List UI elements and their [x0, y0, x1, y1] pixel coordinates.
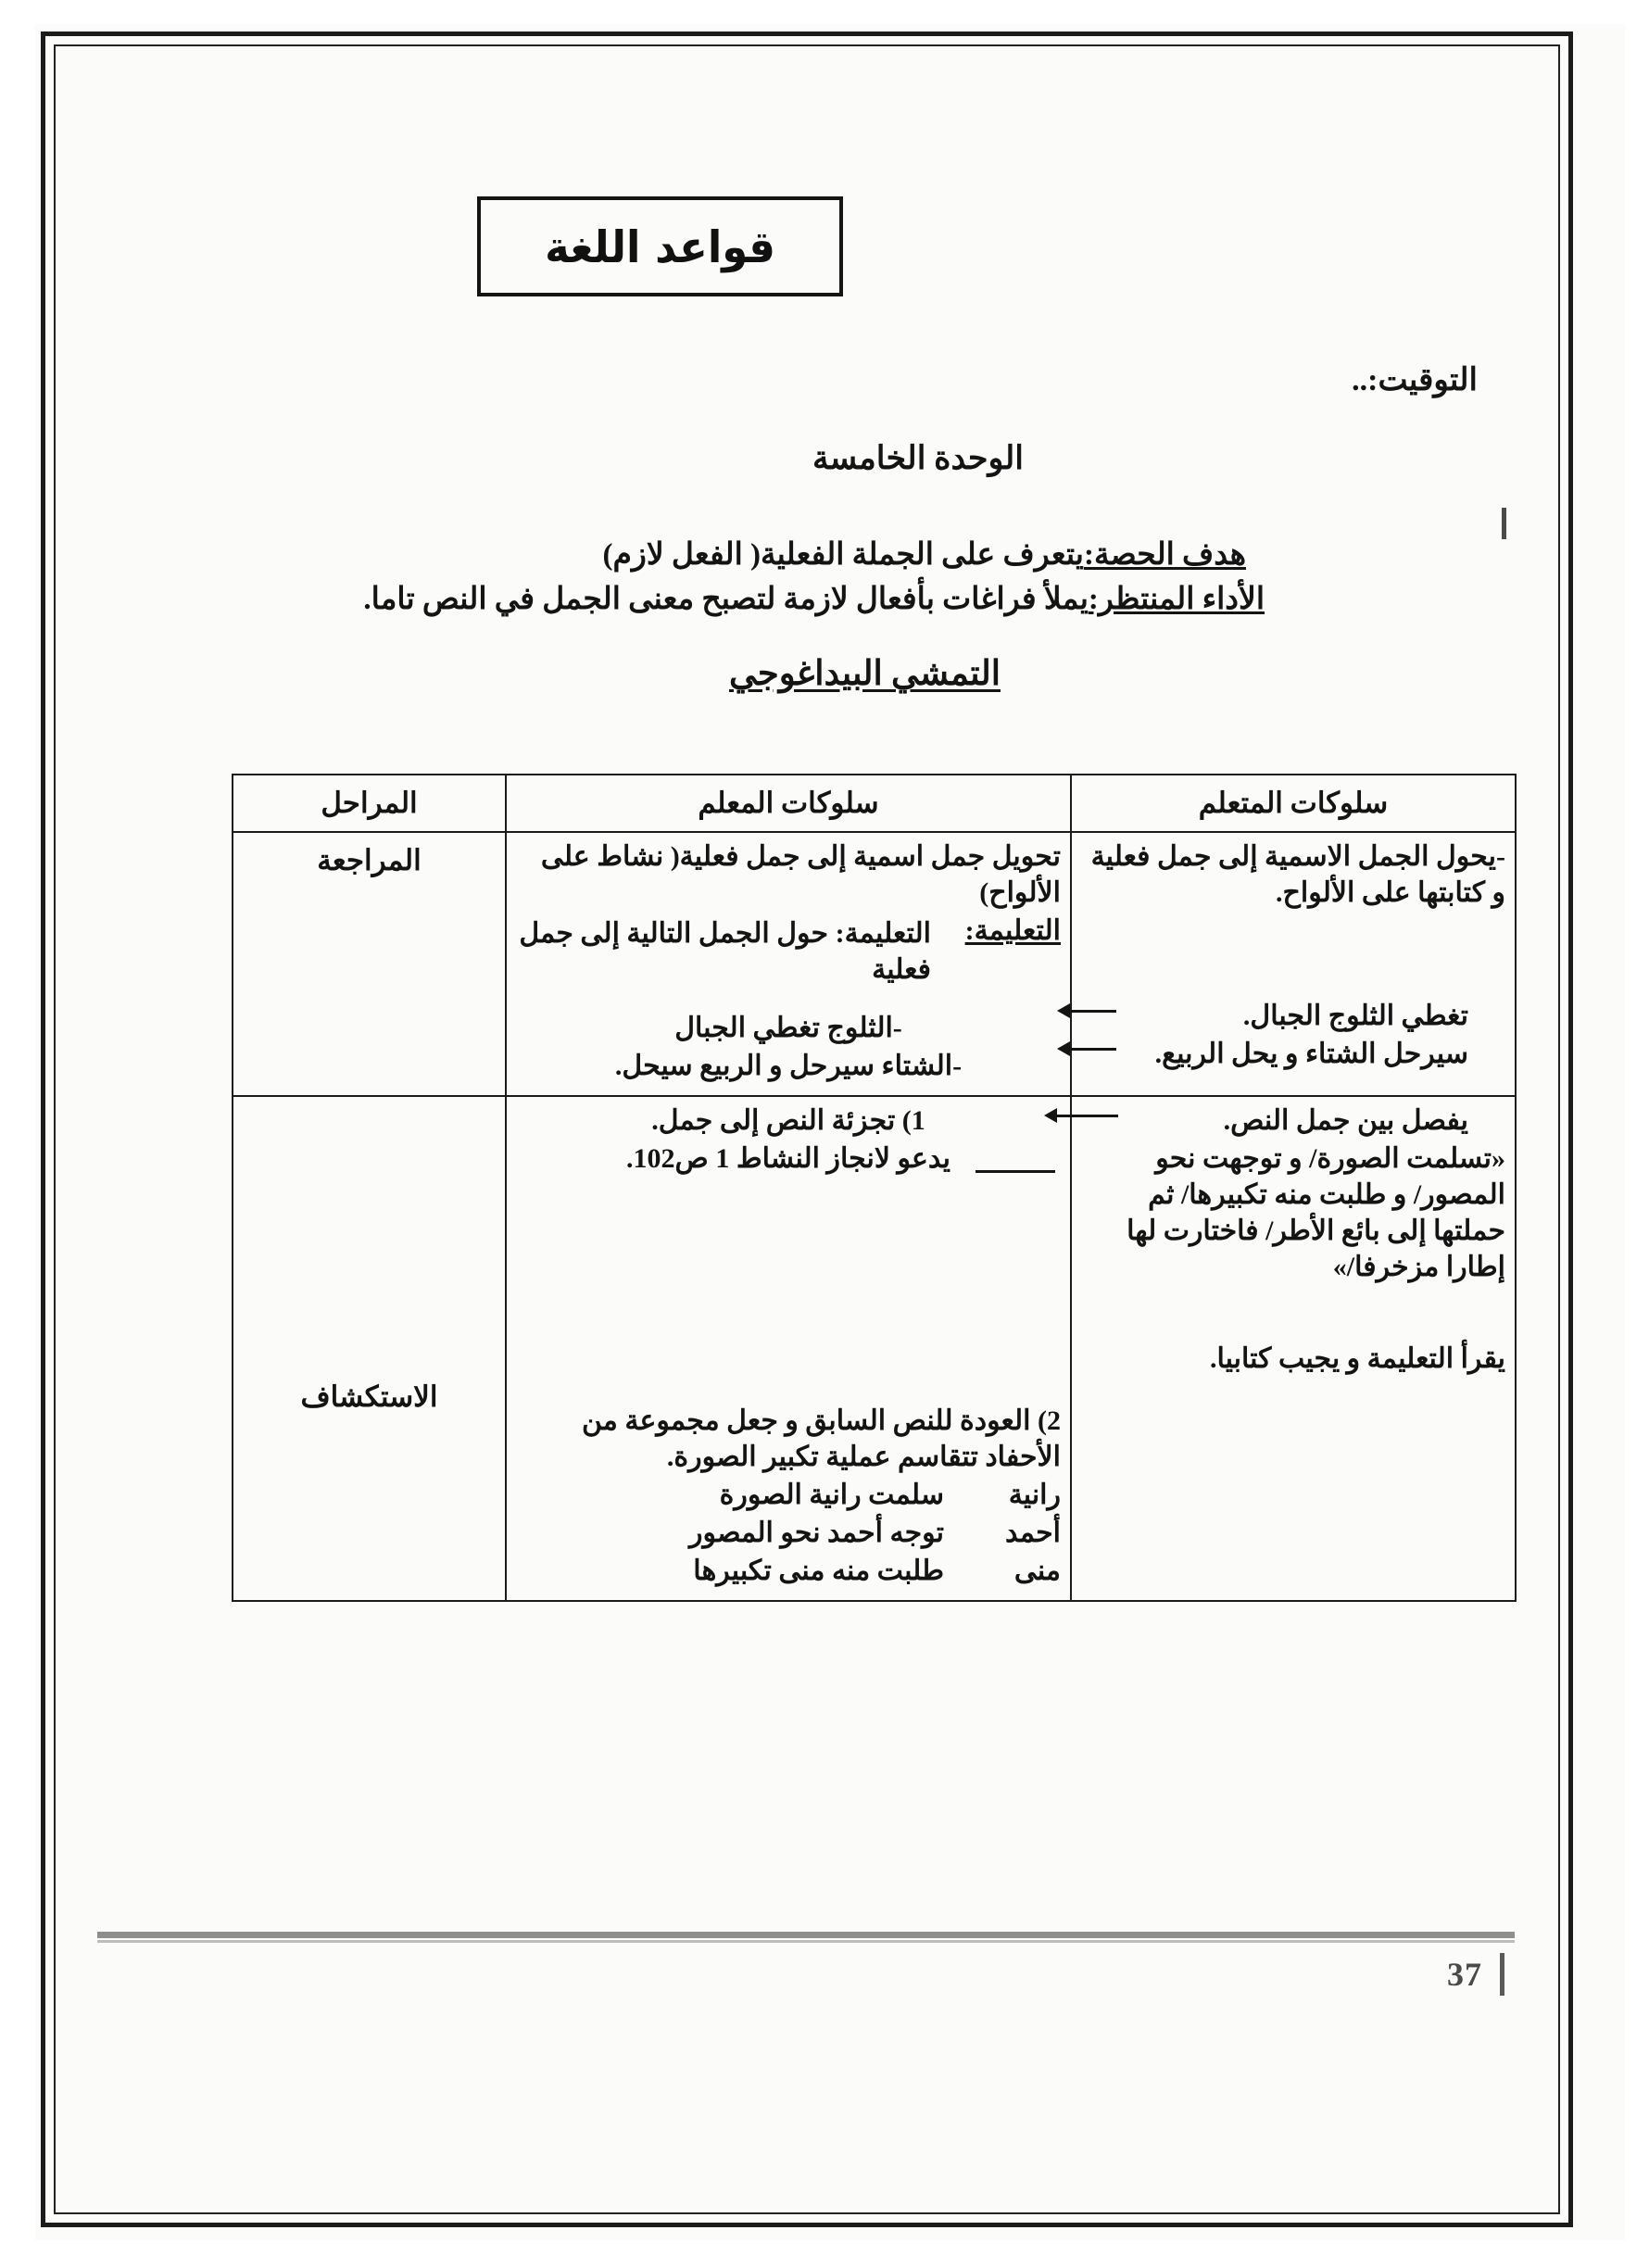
example-action-1: سلمت رانية الصورة: [719, 1480, 944, 1510]
pedagogical-approach-heading: التمشي البيداغوجي: [729, 655, 1001, 693]
learner-answer-1-row: [1081, 998, 1505, 1034]
teacher-example-row: [516, 1477, 1061, 1513]
cell-teacher-review: [506, 832, 1071, 1096]
objectives-block: [153, 536, 1265, 620]
timing-label: التوقيت:..: [1352, 363, 1478, 397]
teacher-activity-call-row: [516, 1140, 1061, 1177]
teacher-example-row: [516, 1553, 1061, 1589]
example-name-2: أحمد: [1005, 1518, 1061, 1548]
teacher-review-sentence-2: -الشتاء سيرحل و الربيع سيحل.: [614, 1051, 963, 1081]
cell-teacher-explore: [506, 1096, 1071, 1601]
table-header-row: [233, 775, 1516, 832]
learner-review-action: -يحول الجمل الاسمية إلى جمل فعلية و كتابتها على الألواح.: [1090, 841, 1505, 908]
example-action-3: طلبت منه منى تكبيرها: [693, 1556, 944, 1586]
page-title: قواعد اللغة: [545, 220, 775, 272]
page-number-bar: [1500, 1953, 1504, 1996]
lesson-goal-line: [153, 536, 1246, 576]
arrow-icon: [1053, 1115, 1118, 1117]
arrow-icon: [1066, 1010, 1116, 1013]
table-row: [233, 832, 1516, 1096]
spacer: [1081, 913, 1505, 998]
learner-separate-sentences: يفصل بين جمل النص.: [1223, 1105, 1468, 1136]
stage-label-explore: الاستكشاف: [300, 1380, 438, 1413]
page-content: [93, 74, 1519, 2177]
learner-quoted-text: «تسلمت الصورة/ و توجهت نحو المصور/ و طلبت منه تكبيرها/ ثم حملتها إلى بائع الأطر/ فاختارت لها إطارا مزخرفا/»: [1127, 1143, 1505, 1282]
teacher-review-sentence-1: -الثلوج تغطي الجبال: [674, 1013, 902, 1043]
learner-answer-1: تغطي الثلوج الجبال.: [1242, 1001, 1468, 1031]
teacher-review-instruction-text: التعليمة: حول الجمل التالية إلى جمل فعلية: [519, 918, 931, 985]
learner-reads-instruction: يقرأ التعليمة و يجيب كتابيا.: [1209, 1343, 1505, 1374]
lesson-goal-text: يتعرف على الجملة الفعلية( الفعل لازم): [602, 538, 1084, 572]
stage-label-review: المراجعة: [317, 844, 422, 876]
scan-margin-top: [0, 0, 1649, 24]
example-action-2: توجه أحمد نحو المصور: [689, 1518, 944, 1548]
cell-learner-explore: [1071, 1096, 1516, 1601]
scan-margin-left: [0, 0, 35, 2268]
teacher-review-activity: تحويل جمل اسمية إلى جمل فعلية( نشاط على الألواح): [540, 841, 1061, 908]
footer-rule-thin: [97, 1940, 1515, 1943]
teacher-activity-call: يدعو لانجاز النشاط 1 ص102.: [516, 1140, 1061, 1177]
expected-performance-label: الأداء المنتظر:: [1088, 582, 1265, 616]
teacher-task-2: 2) العودة للنص السابق و جعل مجموعة من الأحفاد تتقاسم عملية تكبير الصورة.: [581, 1405, 1061, 1472]
scan-margin-bottom: [0, 2240, 1649, 2268]
footer-rule: [97, 1932, 1515, 1938]
example-name-3: منى: [1013, 1556, 1061, 1586]
header-stages: المراحل: [233, 775, 506, 832]
unit-heading: الوحدة الخامسة: [812, 440, 1024, 476]
learner-separate-row: [1081, 1102, 1505, 1139]
cell-stage-explore: [233, 1096, 506, 1601]
spacer: [516, 1178, 1061, 1264]
expected-performance-text: يملأ فراغات بأفعال لازمة لتصبح معنى الجمل في النص تاما.: [363, 582, 1089, 616]
spacer: [1081, 1287, 1505, 1341]
spacer: [516, 1349, 1061, 1403]
cell-stage-review: [233, 832, 506, 1096]
arrow-icon: [1066, 1048, 1116, 1051]
learner-answer-2: سيرحل الشتاء و يحل الربيع.: [1154, 1039, 1468, 1069]
header-learner-behaviors: سلوكات المتعلم: [1071, 775, 1516, 832]
instruction-label: التعليمة:: [964, 915, 1061, 946]
lesson-plan-table: [232, 774, 1517, 1602]
teacher-example-row: [516, 1515, 1061, 1551]
scan-artifact: [1502, 508, 1506, 539]
page-number: 37: [1447, 1956, 1482, 1993]
spacer: [516, 1264, 1061, 1349]
cell-learner-review: [1071, 832, 1516, 1096]
example-name-1: رانية: [1008, 1480, 1061, 1510]
scan-margin-right: [1625, 0, 1649, 2268]
expected-performance-line: [153, 580, 1265, 621]
lesson-title-box: [477, 196, 843, 296]
table-row: [233, 1096, 1516, 1601]
spacer: [516, 989, 1061, 1010]
header-teacher-behaviors: سلوكات المعلم: [506, 775, 1071, 832]
learner-answer-2-row: [1081, 1036, 1505, 1072]
lesson-goal-label: هدف الحصة:: [1083, 538, 1246, 572]
teacher-task-1: 1) تجزئة النص إلى جمل.: [651, 1105, 925, 1136]
